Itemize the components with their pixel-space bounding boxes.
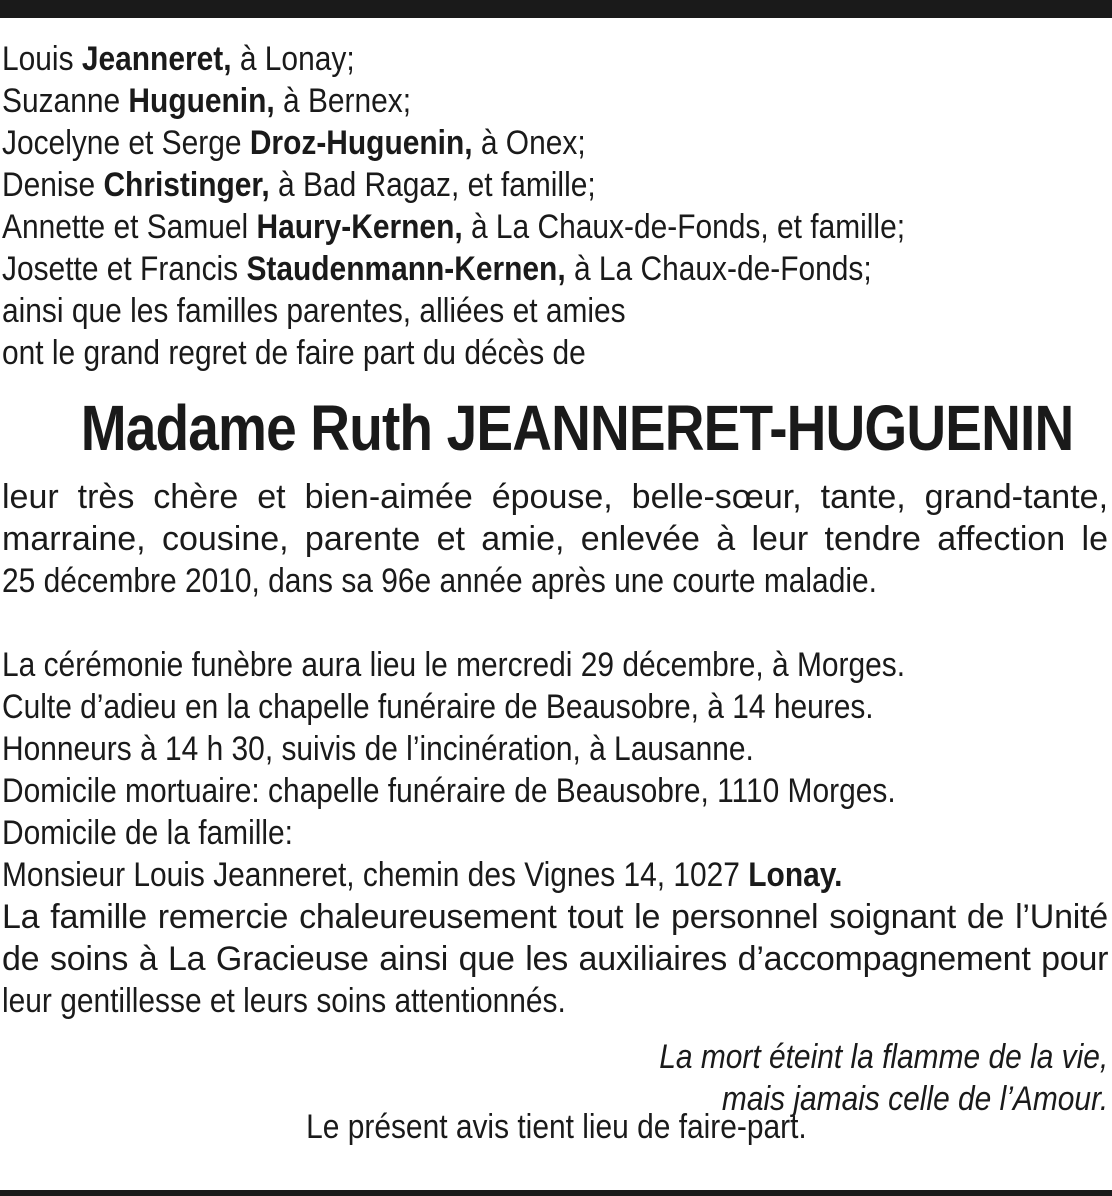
thanks-line: leur gentillesse et leurs soins attentionnés.: [2, 982, 566, 1020]
tribute-line: 25 décembre 2010, dans sa 96e année après une courte maladie.: [2, 562, 877, 600]
announcer-line: Louis Jeanneret, à Lonay;: [2, 40, 355, 78]
family-address-line: Monsieur Louis Jeanneret, chemin des Vignes 14, 1027 Lonay.: [2, 856, 843, 894]
intro-line: ont le grand regret de faire part du décès de: [2, 334, 586, 372]
bottom-rule: [0, 1190, 1112, 1196]
top-rule: [0, 0, 1112, 18]
thanks-line: La famille remercie chaleureusement tout le personnel soignant de l’Unité: [2, 898, 1108, 936]
deceased-name: Madame Ruth JEANNERET-HUGUENIN: [80, 392, 1074, 464]
ceremony-line: Domicile de la famille:: [2, 814, 293, 852]
tribute-line: marraine, cousine, parente et amie, enlevée à leur tendre affection le: [2, 520, 1108, 558]
quote-line: La mort éteint la flamme de la vie,: [658, 1038, 1108, 1076]
ceremony-line: Culte d’adieu en la chapelle funéraire de Beausobre, à 14 heures.: [2, 688, 874, 726]
announcer-line: Denise Christinger, à Bad Ragaz, et famille;: [2, 166, 596, 204]
ceremony-line: La cérémonie funèbre aura lieu le mercredi 29 décembre, à Morges.: [2, 646, 906, 684]
quote-line: mais jamais celle de l’Amour.: [721, 1080, 1108, 1118]
announcers-block: [2, 38, 1108, 374]
ceremony-block: [2, 644, 1108, 1022]
announcer-line: Annette et Samuel Haury-Kernen, à La Chaux-de-Fonds, et famille;: [2, 208, 906, 246]
announcer-line: Jocelyne et Serge Droz-Huguenin, à Onex;: [2, 124, 586, 162]
intro-line: ainsi que les familles parentes, alliées et amies: [2, 292, 626, 330]
ceremony-line: Domicile mortuaire: chapelle funéraire de Beausobre, 1110 Morges.: [2, 772, 896, 810]
tribute-block: [2, 476, 1108, 602]
thanks-line: de soins à La Gracieuse ainsi que les auxiliaires d’accompagnement pour: [2, 940, 1109, 978]
tribute-line: leur très chère et bien-aimée épouse, belle-sœur, tante, grand-tante,: [2, 478, 1109, 516]
closing-note: Le présent avis tient lieu de faire-part.: [305, 1108, 807, 1146]
announcer-line: Josette et Francis Staudenmann-Kernen, à La Chaux-de-Fonds;: [2, 250, 872, 288]
ceremony-line: Honneurs à 14 h 30, suivis de l’incinération, à Lausanne.: [2, 730, 754, 768]
announcer-line: Suzanne Huguenin, à Bernex;: [2, 82, 412, 120]
